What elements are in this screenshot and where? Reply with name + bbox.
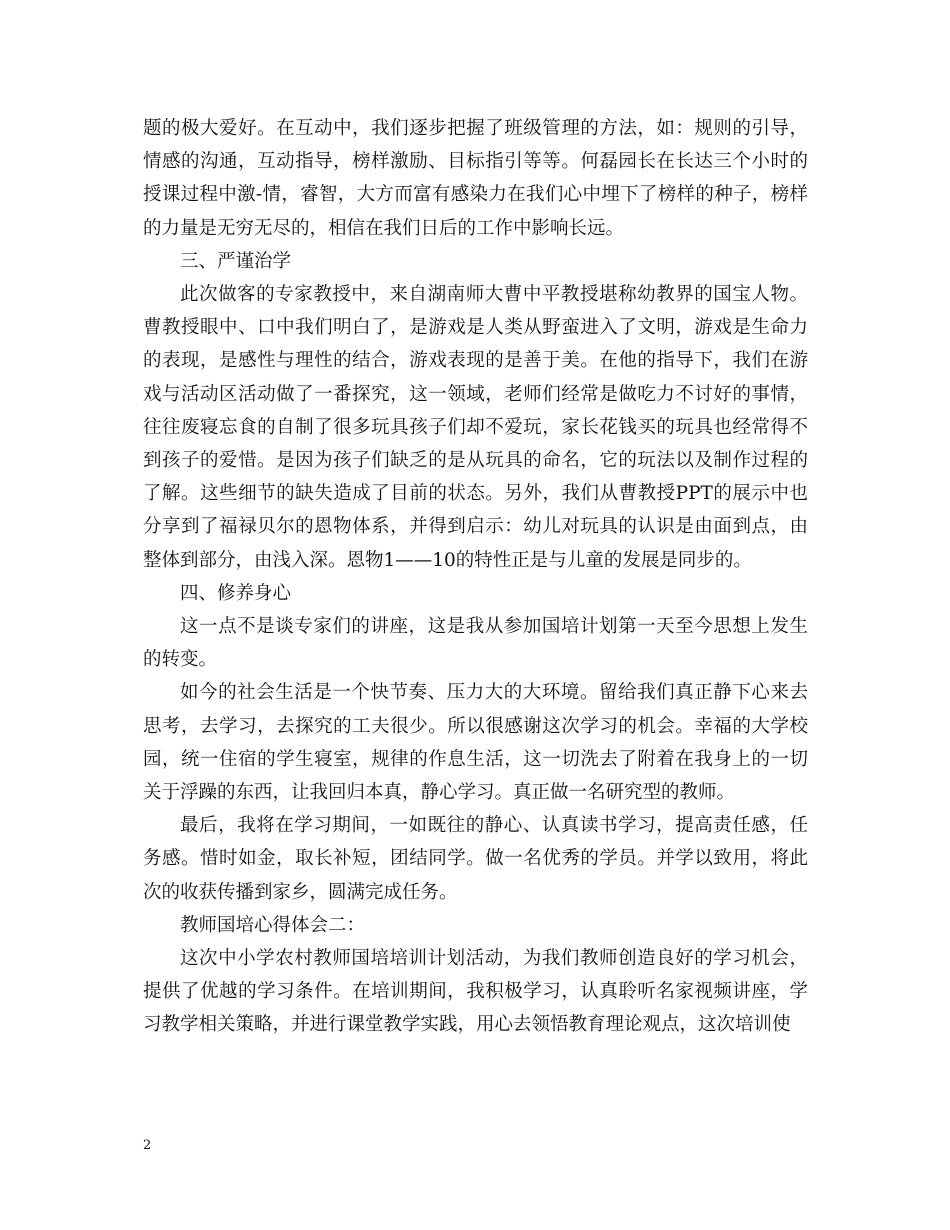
paragraph-1: 题的极大爱好。在互动中，我们逐步把握了班级管理的方法，如：规则的引导，情感的沟通，互动指导，榜样激励、目标指引等等。何磊园长在长达三个小时的授课过程中激-情，睿智，大方而富有感染力在我们心中埋下了榜样的种子，榜样的力量是无穷无尽的，相信在我们日后的工作中影响长远。 [143, 118, 808, 239]
paragraph-7: 最后，我将在学习期间，一如既往的静心、认真读书学习，提高责任感，任务感。惜时如金，取长补短，团结同学。做一名优秀的学员。并学以致用，将此次的收获传播到家乡，圆满完成任务。 [143, 815, 808, 903]
paragraph-6: 如今的社会生活是一个快节奏、压力大的大环境。留给我们真正静下心来去思考，去学习，去探究的工夫很少。所以很感谢这次学习的机会。幸福的大学校园，统一住宿的学生寝室，规律的作息生活，这一切洗去了附着在我身上的一切关于浮躁的东西，让我回归本真，静心学习。真正做一名研究型的教师。 [143, 682, 808, 804]
paragraph-9: 这次中小学农村教师国培培训计划活动，为我们教师创造良好的学习机会，提供了优越的学习条件。在培训期间，我积极学习，认真聆听名家视频讲座，学习教学相关策略，并进行课堂教学实践，用心去领悟教育理论观点，这次培训使 [143, 948, 808, 1036]
section-heading-experience-two: 教师国培心得体会二： [180, 914, 366, 936]
section-heading-strict-study: 三、严谨治学 [180, 250, 292, 272]
paragraph-5: 这一点不是谈专家们的讲座，这是我从参加国培计划第一天至今思想上发生的转变。 [143, 616, 808, 671]
paragraph-3: 此次做客的专家教授中，来自湖南师大曹中平教授堪称幼教界的国宝人物。曹教授眼中、口中我们明白了，是游戏是人类从野蛮进入了文明，游戏是生命力的表现，是感性与理性的结合，游戏表现的是善于美。在他的指导下，我们在游戏与活动区活动做了一番探究，这一领域，老师们经常是做吃力不讨好的事情，往往废寝忘食的自制了很多玩具孩子们却不爱玩，家长花钱买的玩具也经常得不到孩子的爱惜。是因为孩子们缺乏的是从玩具的命名，它的玩法以及制作过程的了解。这些细节的缺失造成了目前的状态。另外，我们从曹教授PPT的展示中也分享到了福禄贝尔的恩物体系，并得到启示：幼儿对玩具的认识是由面到点，由整体到部分，由浅入深。恩物1——10的特性正是与儿童的发展是同步的。 [143, 284, 808, 571]
document-body [143, 112, 808, 1042]
section-heading-cultivate-mind: 四、修养身心 [180, 582, 292, 604]
page-number: 2 [143, 1138, 152, 1153]
